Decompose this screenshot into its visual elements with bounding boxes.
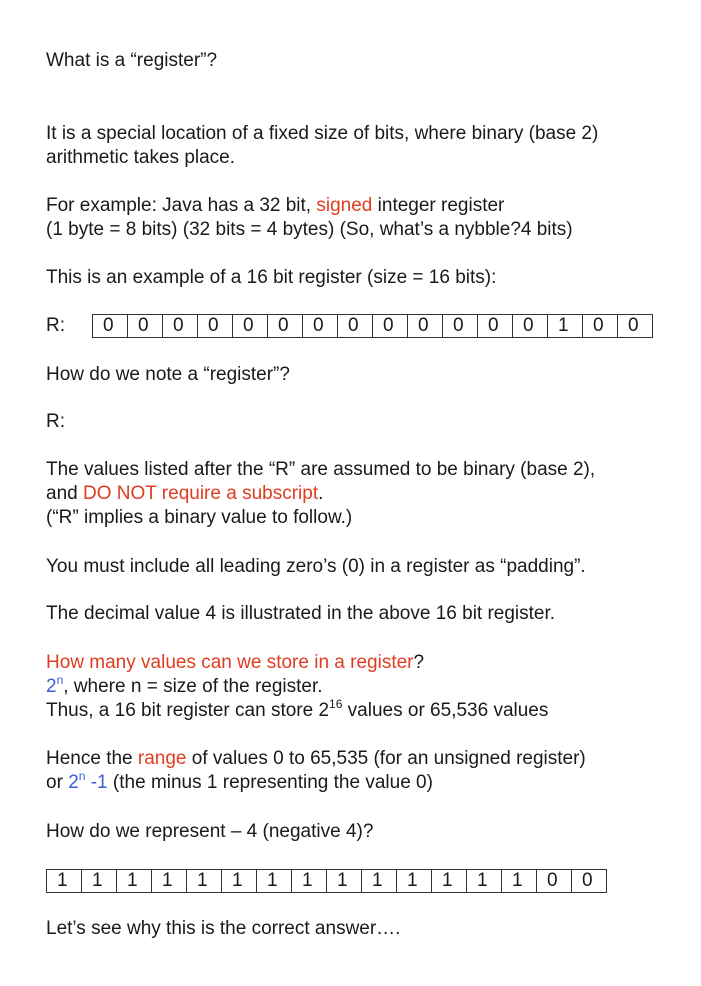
register-2-bit-15: 0 (572, 870, 607, 892)
sixteen-exponent: 16 (329, 696, 343, 711)
register-2-bit-10: 1 (397, 870, 432, 892)
register-1-bit-9: 0 (408, 315, 443, 337)
register-2-bit-5: 1 (222, 870, 257, 892)
values-listed-period: . (318, 483, 324, 504)
padding-note: You must include all leading zero’s (0) in a register as “padding”. (46, 556, 586, 577)
definition-line-1: It is a special location of a fixed size of bits, where binary (base 2) (46, 123, 599, 144)
negative-question: How do we represent – 4 (negative 4)? (46, 821, 374, 842)
register-1-bit-4: 0 (233, 315, 268, 337)
values-listed-line-1: The values listed after the “R” are assumed to be binary (base 2), (46, 459, 596, 480)
register-1-bit-1: 0 (128, 315, 163, 337)
register-1-bit-3: 0 (198, 315, 233, 337)
range-suffix: of values 0 to 65,535 (for an unsigned register) (186, 748, 586, 769)
thus-prefix: Thus, a 16 bit register can store 2 (46, 700, 330, 721)
register-1-bit-6: 0 (303, 315, 338, 337)
register-1-bit-0: 0 (93, 315, 128, 337)
register-1-bit-12: 0 (513, 315, 548, 337)
register-2-bit-12: 1 (467, 870, 502, 892)
register-2-bit-9: 1 (362, 870, 397, 892)
register-1-bit-7: 0 (338, 315, 373, 337)
n-exponent: n (56, 672, 64, 687)
range-prefix: Hence the (46, 748, 138, 769)
decimal-note: The decimal value 4 is illustrated in the above 16 bit register. (46, 603, 556, 624)
example-prefix: For example: Java has a 32 bit, (46, 195, 317, 216)
values-listed-prefix: and (46, 483, 83, 504)
range-minus-one: -1 (85, 772, 108, 793)
register-1 (92, 314, 653, 338)
range-two-base: 2 (68, 772, 79, 793)
register-1-bit-11: 0 (478, 315, 513, 337)
how-many-highlight: How many values can we store in a register (46, 652, 414, 673)
register-2-bit-3: 1 (152, 870, 187, 892)
two-base: 2 (46, 676, 57, 697)
register-2-bit-0: 1 (47, 870, 82, 892)
register-2 (46, 869, 607, 893)
closing-line: Let’s see why this is the correct answer…. (46, 918, 401, 939)
register-1-bit-10: 0 (443, 315, 478, 337)
register-2-bit-1: 1 (82, 870, 117, 892)
range-highlight: range (137, 748, 187, 769)
register-2-bit-8: 1 (327, 870, 362, 892)
range-n-exponent: n (78, 768, 86, 783)
signed-highlight: signed (316, 195, 373, 216)
register-2-bit-14: 0 (537, 870, 572, 892)
values-listed-line-2 (46, 483, 323, 505)
register-1-label: R: (46, 315, 65, 336)
sixteen-bit-intro: This is an example of a 16 bit register (size = 16 bits): (46, 267, 497, 288)
thus-line (46, 696, 549, 722)
question-what-is-register: What is a “register”? (46, 50, 218, 71)
range-line2-suffix: (the minus 1 representing the value 0) (107, 772, 433, 793)
definition-line-2: arithmetic takes place. (46, 147, 236, 168)
where-text: , where n = size of the register. (63, 676, 323, 697)
register-2-bit-13: 1 (502, 870, 537, 892)
register-1-bit-2: 0 (163, 315, 198, 337)
how-many-question (46, 652, 424, 674)
register-1-bit-14: 0 (583, 315, 618, 337)
range-line-2 (46, 768, 433, 794)
range-or: or (46, 772, 69, 793)
values-listed-line-3: (“R” implies a binary value to follow.) (46, 507, 353, 528)
register-2-bit-4: 1 (187, 870, 222, 892)
question-note-register: How do we note a “register”? (46, 364, 290, 385)
two-to-n-line (46, 672, 323, 698)
register-1-bit-5: 0 (268, 315, 303, 337)
register-1-bit-8: 0 (373, 315, 408, 337)
register-2-bit-11: 1 (432, 870, 467, 892)
register-2-bit-6: 1 (257, 870, 292, 892)
range-line-1 (46, 748, 586, 770)
register-1-bit-13: 1 (548, 315, 583, 337)
register-1-bit-15: 0 (618, 315, 653, 337)
thus-suffix: values or 65,536 values (342, 700, 549, 721)
r-label: R: (46, 411, 65, 432)
register-2-bit-7: 1 (292, 870, 327, 892)
example-line-1 (46, 195, 504, 217)
register-2-bit-2: 1 (117, 870, 152, 892)
how-many-qmark: ? (413, 652, 425, 673)
example-line-2: (1 byte = 8 bits) (32 bits = 4 bytes) (So, what’s a nybble?4 bits) (46, 219, 573, 240)
no-subscript-highlight: DO NOT require a subscript (82, 483, 319, 504)
example-suffix: integer register (372, 195, 505, 216)
